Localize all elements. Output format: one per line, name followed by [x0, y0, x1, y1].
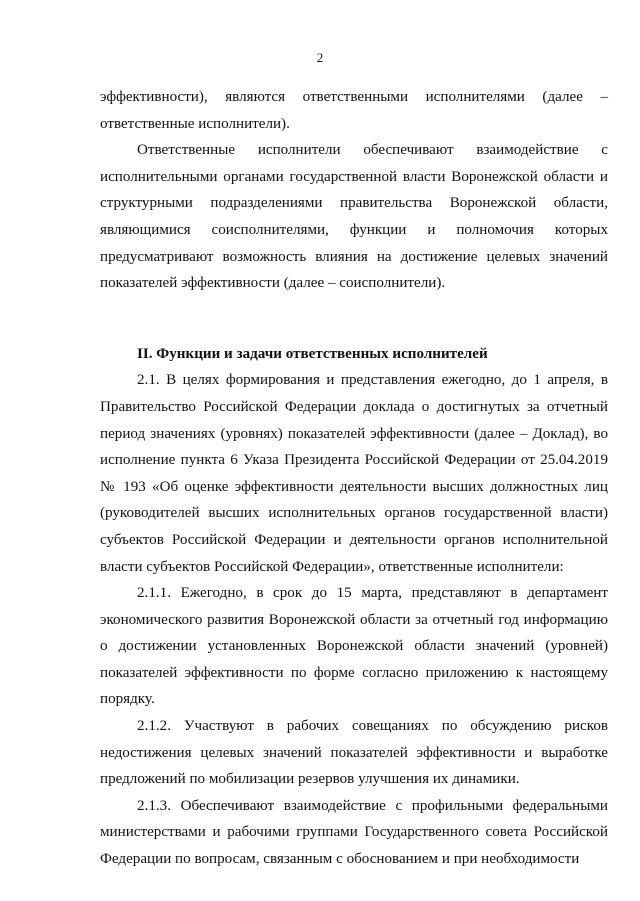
paragraph-2-1-3: 2.1.3. Обеспечивают взаимодействие с профильными федеральными министерствами и рабочими группами Государственного совета Российской Федерации по вопросам, связанным с обоснованием и при необходимости	[100, 797, 608, 868]
document-body	[100, 84, 608, 873]
paragraph-2-1: 2.1. В целях формирования и представления ежегодно, до 1 апреля, в Правительство Российской Федерации доклада о достигнутых за отчетный период значениях (уровнях) показателей эффективности (далее – Доклад), во исполнение пункта 6 Указа Президента Российской Федерации от 25.04.2019 № 193 «Об оценке эффективности деятельности высших должностных лиц (руководителей высших исполнительных органов государственной власти) субъектов Российской Федерации и деятельности органов исполнительной власти субъектов Российской Федерации», ответственные исполнители:	[100, 372, 608, 575]
page-number: 2	[316, 50, 324, 65]
paragraph-2-1-1: 2.1.1. Ежегодно, в срок до 15 марта, представляют в департамент экономического развития Воронежской области за отчетный год информацию о достижении установленных Воронежской области значений (уровней) показателей эффективности по форме согласно приложению к настоящему порядку.	[100, 585, 608, 708]
paragraph-2-1-2: 2.1.2. Участвуют в рабочих совещаниях по обсуждению рисков недостижения целевых значений показателей эффективности и выработке предложений по мобилизации резервов улучшения их динамики.	[100, 718, 608, 788]
section-heading: II. Функции и задачи ответственных исполнителей	[137, 345, 488, 362]
paragraph-continuation: эффективности), являются ответственными исполнителями (далее – ответственные исполнители).	[100, 89, 608, 132]
paragraph-coexecutors: Ответственные исполнители обеспечивают взаимодействие с исполнительными органами государственной власти Воронежской области и структурными подразделениями правительства Воронежской области, являющимися соисполнителями, функции и полномочия которых предусматривают возможность влияния на достижение целевых значений показателей эффективности (далее – соисполнители).	[100, 142, 608, 292]
